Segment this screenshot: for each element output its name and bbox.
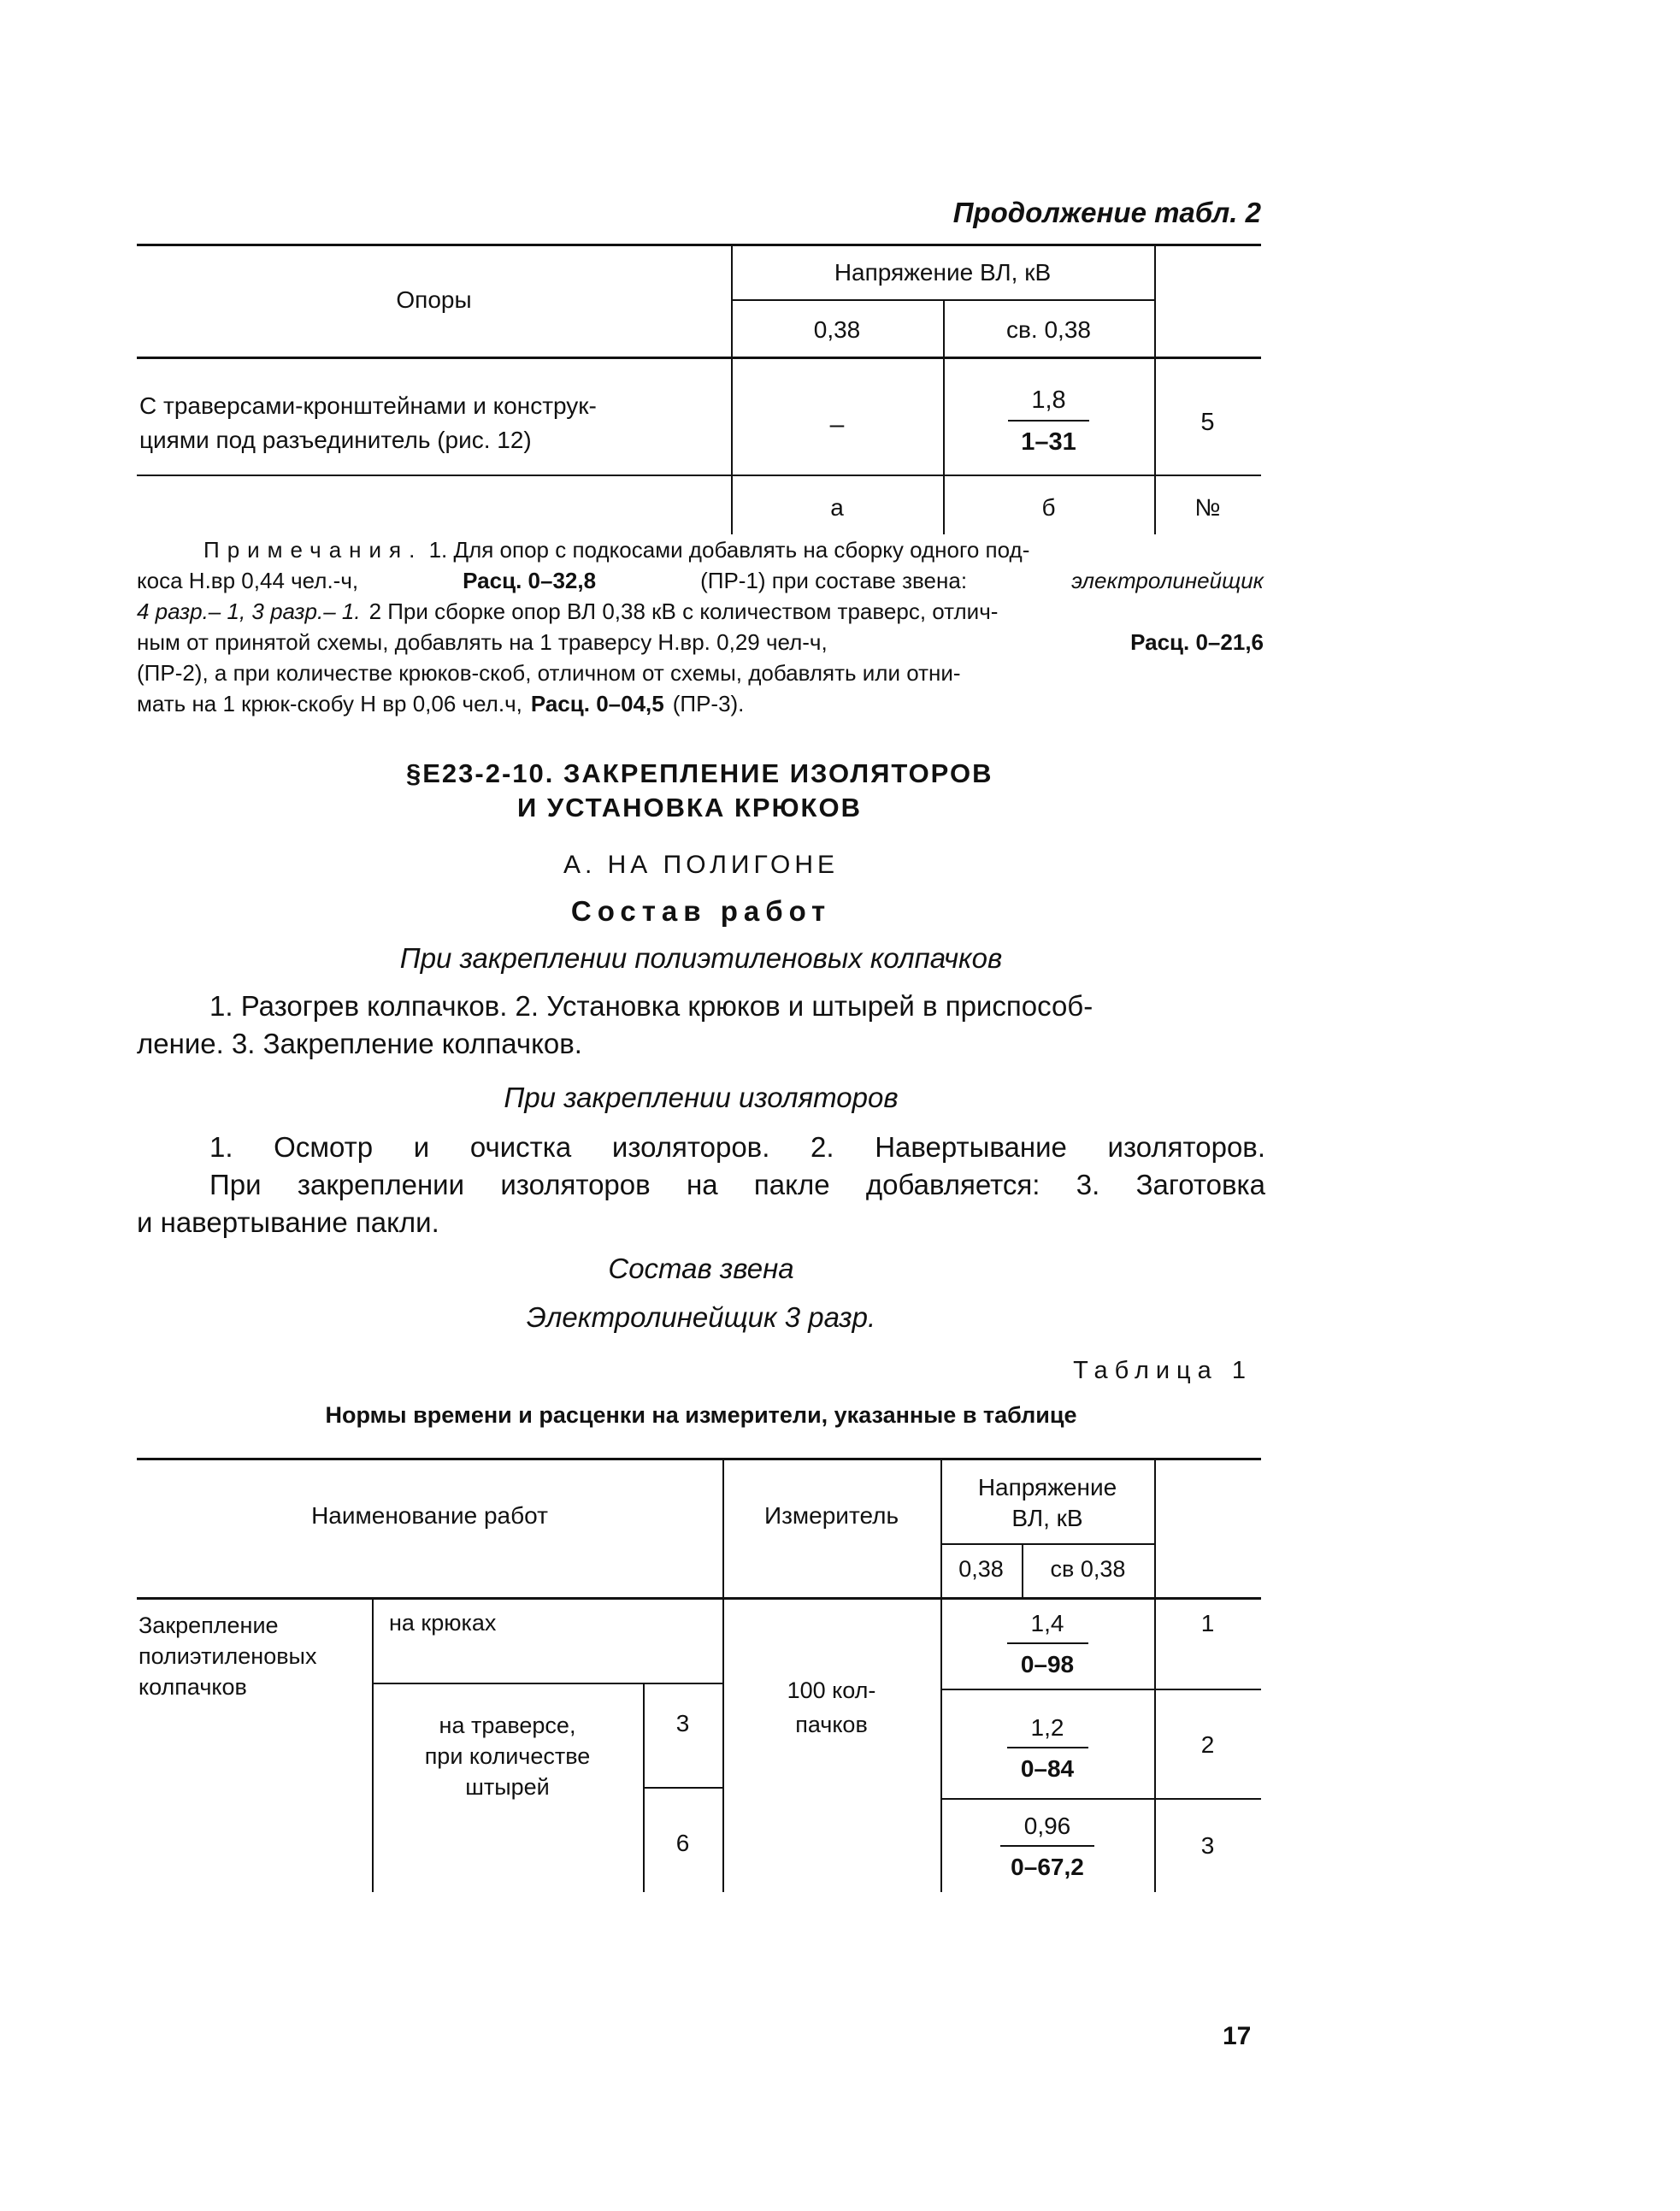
on-traverse: на траверсе, при количестве штырей — [424, 1713, 591, 1800]
page-number: 17 — [1223, 2022, 1252, 2050]
rate-row-1: 1,4 0–98 — [940, 1610, 1154, 1678]
section-subtitle: А. НА ПОЛИГОНЕ — [563, 851, 840, 879]
crew: Электролинейщик 3 разр. — [526, 1301, 876, 1333]
row-v2-fraction: 1,8 1–31 — [943, 386, 1154, 457]
col-v1-header: 0,38 — [813, 316, 861, 343]
rate-row-3: 0,96 0–67,2 — [940, 1813, 1154, 1881]
insulators-steps: 1. Осмотр и очистка изоляторов. 2. Навертывание изоляторов. При закреплении изоляторов на пакле добавляется: 3. Заготовка и навертывание пакли. — [137, 1131, 1265, 1238]
col-v1-header: 0,38 — [958, 1556, 1004, 1582]
table-1-label: Таблица 1 — [1073, 1357, 1253, 1384]
rate-row-2: 1,2 0–84 — [940, 1714, 1154, 1783]
col-supports-header: Опоры — [396, 286, 472, 313]
col-v2-header: св. 0,38 — [1006, 316, 1091, 343]
col-meter-header: Измеритель — [763, 1502, 899, 1529]
notes-label: Примечания. — [203, 537, 423, 563]
row-number: 5 — [1200, 409, 1215, 436]
row-description: С траверсами-кронштейнами и конструк- циями под разъединитель (рис. 12) — [139, 392, 597, 453]
caps-steps: 1. Разогрев колпачков. 2. Установка крюков и штырей в приспособ- ление. 3. Закрепление колпачков. — [137, 990, 1093, 1059]
pins-6: 6 — [675, 1830, 690, 1856]
col-voltage-header: Напряжение ВЛ, кВ — [834, 259, 1052, 286]
row-number-3: 3 — [1200, 1832, 1215, 1859]
footer-a: а — [830, 494, 844, 521]
caps-heading: При закреплении полиэтиленовых колпачков — [399, 942, 1003, 974]
section-title: §Е23-2-10. ЗАКРЕПЛЕНИЕ ИЗОЛЯТОРОВ И УСТАНОВКА КРЮКОВ — [406, 758, 993, 822]
pins-3: 3 — [675, 1710, 690, 1736]
insulators-heading: При закреплении изоляторов — [504, 1082, 899, 1113]
on-hooks: на крюках — [389, 1610, 497, 1636]
row-number-1: 1 — [1200, 1610, 1215, 1636]
continuation-label: Продолжение табл. 2 — [952, 197, 1261, 228]
footer-b: б — [1041, 494, 1056, 521]
meter-value: 100 кол- пачков — [787, 1677, 876, 1737]
work-name: Закрепление полиэтиленовых колпачков — [139, 1613, 317, 1700]
col-v2-header: св 0,38 — [1050, 1556, 1126, 1582]
footer-no: № — [1194, 494, 1221, 521]
table-1-caption: Нормы времени и расценки на измерители, указанные в таблице — [325, 1402, 1077, 1428]
work-composition-heading: Состав работ — [570, 895, 832, 927]
row-v1-value: – — [829, 410, 845, 439]
row-number-2: 2 — [1200, 1731, 1215, 1758]
col-work-header: Наименование работ — [311, 1502, 548, 1529]
col-voltage-header: Напряжение ВЛ, кВ — [977, 1474, 1117, 1531]
crew-heading: Состав звена — [608, 1253, 794, 1284]
notes: Примечания. 1. Для опор с подкосами добавлять на сборку одного под- коса Н.вр 0,44 чел.-ч, Расц. 0–32,8 (ПР-1) при составе звена: электролинейщик 4 разр.– 1, 3 разр.– 1. 2 При сборке опор ВЛ 0,38 кВ с количеством траверс, отлич- ным от принятой схемы, добавлять на 1 траверсу Н.вр. 0,29 чел-ч, Расц. 0–21,6 (ПР-2), а при количестве крюков-скоб, отличном от схемы, добавлять или отни- мать на 1 крюк-скобу Н вр 0,06 чел.ч, Расц. 0–04,5 (ПР-3). — [137, 537, 1264, 716]
